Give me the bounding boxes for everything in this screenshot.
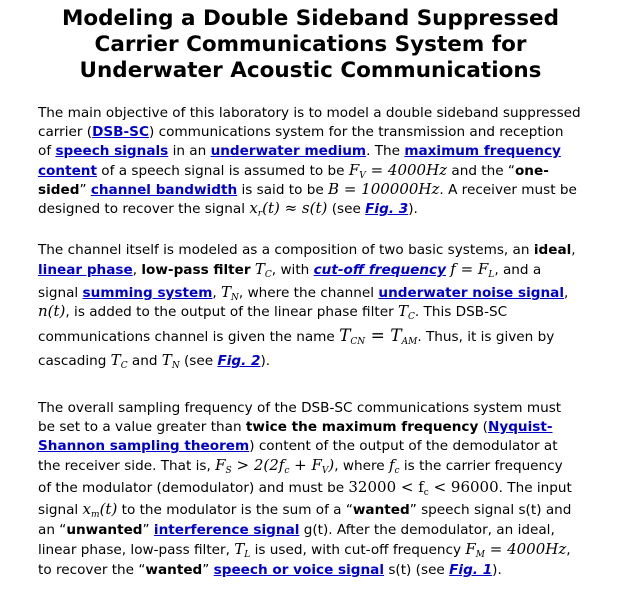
eq-sub: C [120, 361, 128, 371]
link-dsb-sc[interactable]: DSB-SC [92, 124, 149, 140]
eq-part: f = F [450, 260, 489, 278]
text: The channel itself is modeled as a composition of two basic systems, an [38, 242, 534, 258]
eq-part: T [234, 540, 245, 558]
eq-part: x [82, 500, 92, 518]
equation-tl [234, 540, 250, 558]
eq-part: = 4000Hz [365, 161, 448, 179]
equation-range [348, 478, 498, 496]
text-line [38, 161, 601, 180]
text: (see [179, 353, 218, 369]
text-line [38, 437, 601, 456]
text: The main objective of this laboratory is to model a double sideband suppressed [38, 105, 581, 121]
equation-tn [221, 283, 239, 301]
equation-tc [255, 260, 272, 278]
eq-sub: c [423, 488, 429, 498]
text: is used, with cut-off frequency [250, 542, 466, 558]
text: of the modulator (demodulator) and must be [38, 480, 349, 496]
equation-fs [215, 456, 334, 474]
link-nyquist[interactable]: Nyquist- [487, 419, 553, 435]
equation-b: B = 100000Hz [328, 180, 440, 198]
text-line [38, 351, 601, 370]
paragraph-objective [38, 104, 601, 218]
text-line [38, 561, 601, 580]
eq-part: < 96000 [428, 478, 499, 496]
title-line: Carrier Communications System for [94, 32, 527, 57]
eq-part: > 2(2f [231, 456, 285, 474]
paragraph-sampling [38, 399, 601, 580]
text: , where the channel [238, 285, 379, 301]
text-line [38, 123, 601, 142]
equation-xr [249, 199, 327, 217]
text-line [38, 418, 601, 437]
text: an “ [38, 522, 67, 538]
text-bold: unwanted [66, 522, 143, 538]
text: ). [260, 353, 271, 369]
text: , [212, 285, 222, 301]
eq-part: T [161, 351, 172, 369]
eq-part: F [465, 540, 476, 558]
eq-sub: L [488, 270, 495, 280]
eq-part: = 4000Hz [484, 540, 567, 558]
eq-sub: c [394, 466, 400, 476]
text: ). [408, 201, 418, 217]
equation-fc [389, 456, 400, 474]
text-line [38, 521, 601, 540]
text: to the modulator is the sum of a “ [117, 502, 353, 518]
eq-sub: L [244, 550, 251, 560]
link-linear-phase[interactable]: linear phase [38, 262, 133, 278]
equation-tc [398, 302, 415, 320]
eq-sub: V [321, 466, 329, 476]
link-cut-off-frequency[interactable]: cut-off frequency [313, 262, 446, 278]
text: . The input [498, 480, 572, 496]
eq-part: x [249, 199, 258, 217]
text: , [132, 262, 142, 278]
text-line [38, 500, 601, 521]
text-bold: twice the maximum frequency [245, 419, 479, 435]
eq-part: = [365, 326, 391, 346]
eq-part: T [254, 260, 265, 278]
link-speech-signals[interactable]: speech signals [55, 143, 169, 159]
eq-sub: N [231, 293, 239, 303]
text: is the carrier frequency [399, 458, 563, 474]
text: in an [168, 143, 211, 159]
text: g(t). After the demodulator, an ideal, [299, 522, 555, 538]
text-bold: wanted [352, 502, 410, 518]
eq-part: F [348, 161, 360, 179]
eq-part: (t) ≈ s(t) [262, 199, 328, 217]
link-fig-2[interactable]: Fig. 2 [217, 353, 261, 369]
text-line [38, 399, 601, 418]
text: , is added to the output of the linear phase filter [65, 304, 398, 320]
equation-fv [349, 161, 447, 179]
text-bold: wanted [145, 562, 203, 578]
text: communications channel is given the name [38, 329, 340, 345]
link-shannon-sampling-theorem[interactable]: Shannon sampling theorem [38, 438, 250, 454]
text-line [38, 142, 601, 161]
link-maximum-frequency-content[interactable]: content [38, 163, 97, 179]
text-line [38, 241, 601, 260]
text-bold: sided [38, 182, 80, 198]
text-line [38, 180, 601, 199]
text: signal [38, 285, 83, 301]
eq-sub: c [284, 466, 290, 476]
text: , with [271, 262, 314, 278]
eq-part: T [398, 302, 409, 320]
link-interference-signal[interactable]: interference signal [153, 522, 300, 538]
eq-part: T [110, 351, 121, 369]
text: to recover the “ [38, 562, 146, 578]
text: cascading [38, 353, 111, 369]
eq-sub: AM [401, 337, 418, 347]
eq-sub: r [257, 209, 263, 219]
text: is said to be [237, 182, 329, 198]
link-speech-or-voice-signal[interactable]: speech or voice signal [213, 562, 385, 578]
eq-sub: M [475, 550, 485, 560]
text: . A receiver must be [439, 182, 577, 198]
eq-part: T [390, 326, 402, 346]
text: be set to a value greater than [38, 419, 246, 435]
eq-sub: m [91, 510, 100, 520]
link-maximum-frequency[interactable]: maximum frequency [404, 143, 561, 159]
text-line [38, 456, 601, 478]
text: ” [79, 182, 91, 198]
link-summing-system[interactable]: summing system [82, 285, 213, 301]
equation-f [450, 260, 494, 278]
text: , [571, 242, 576, 258]
text: ( [478, 419, 488, 435]
text: . The [366, 143, 405, 159]
equation-tn [162, 351, 180, 369]
eq-part: + F [289, 456, 322, 474]
document-title [20, 6, 601, 84]
text-line [38, 540, 601, 561]
eq-sub: N [171, 361, 180, 371]
text: ). [492, 562, 502, 578]
text: ” [142, 522, 154, 538]
text: s(t) (see [384, 562, 450, 578]
eq-part: ) [328, 456, 335, 474]
text: ) content of the output of the demodulator at [249, 438, 558, 454]
text: , [564, 285, 569, 301]
equation-xm [83, 500, 118, 518]
text: carrier ( [38, 124, 93, 140]
eq-part: F [215, 456, 226, 474]
text: signal [38, 502, 83, 518]
text-line [38, 104, 601, 123]
eq-part: f [388, 456, 395, 474]
text: of [38, 143, 56, 159]
eq-part: T [339, 326, 351, 346]
text-line [38, 260, 601, 283]
text: ” speech signal s(t) and [409, 502, 572, 518]
text: , and a [494, 262, 542, 278]
text-bold: one- [514, 163, 549, 179]
text: The overall sampling frequency of the DSB-SC communications system must [38, 400, 562, 416]
eq-part: (t) [99, 500, 118, 518]
eq-part: 32000 < f [348, 478, 424, 496]
text-line [38, 302, 601, 327]
link-fig-1[interactable]: Fig. 1 [449, 562, 493, 578]
text: ” [202, 562, 214, 578]
text: (see [327, 201, 366, 217]
equation-tc [111, 351, 128, 369]
title-line: Underwater Acoustic Communications [79, 58, 542, 83]
text-line [38, 327, 601, 351]
eq-sub: C [264, 270, 272, 280]
text: designed to recover the signal [38, 201, 250, 217]
text: linear phase, low-pass filter, [38, 542, 235, 558]
text: , where [334, 458, 389, 474]
link-fig-3[interactable]: Fig. 3 [365, 201, 409, 217]
title-line: Modeling a Double Sideband Suppressed [61, 6, 560, 31]
text-line [38, 283, 601, 302]
eq-sub: C [408, 312, 415, 322]
text-line [38, 199, 601, 218]
equation-tcn-tam [339, 326, 417, 346]
link-channel-bandwidth[interactable]: channel bandwidth [90, 182, 238, 198]
text: of a speech signal is assumed to be [96, 163, 349, 179]
link-underwater-medium[interactable]: underwater medium [210, 143, 367, 159]
eq-sub: V [359, 171, 366, 181]
eq-sub: S [225, 466, 232, 476]
text: . This DSB-SC [414, 304, 508, 320]
paragraph-channel [38, 241, 601, 370]
text: . Thus, it is given by [417, 329, 555, 345]
text-line [38, 478, 601, 500]
eq-part: T [221, 283, 232, 301]
text: ) communications system for the transmission and reception [148, 124, 564, 140]
link-underwater-noise-signal[interactable]: underwater noise signal [378, 285, 564, 301]
text: and the “ [447, 163, 515, 179]
equation-nt: n(t) [38, 302, 66, 320]
equation-fm [465, 540, 566, 558]
eq-sub: CN [350, 337, 366, 347]
text-bold: ideal [533, 242, 572, 258]
text: and [127, 353, 162, 369]
text: the receiver side. That is, [38, 458, 216, 474]
text: , [566, 542, 571, 558]
text-bold: low-pass filter [141, 262, 251, 278]
